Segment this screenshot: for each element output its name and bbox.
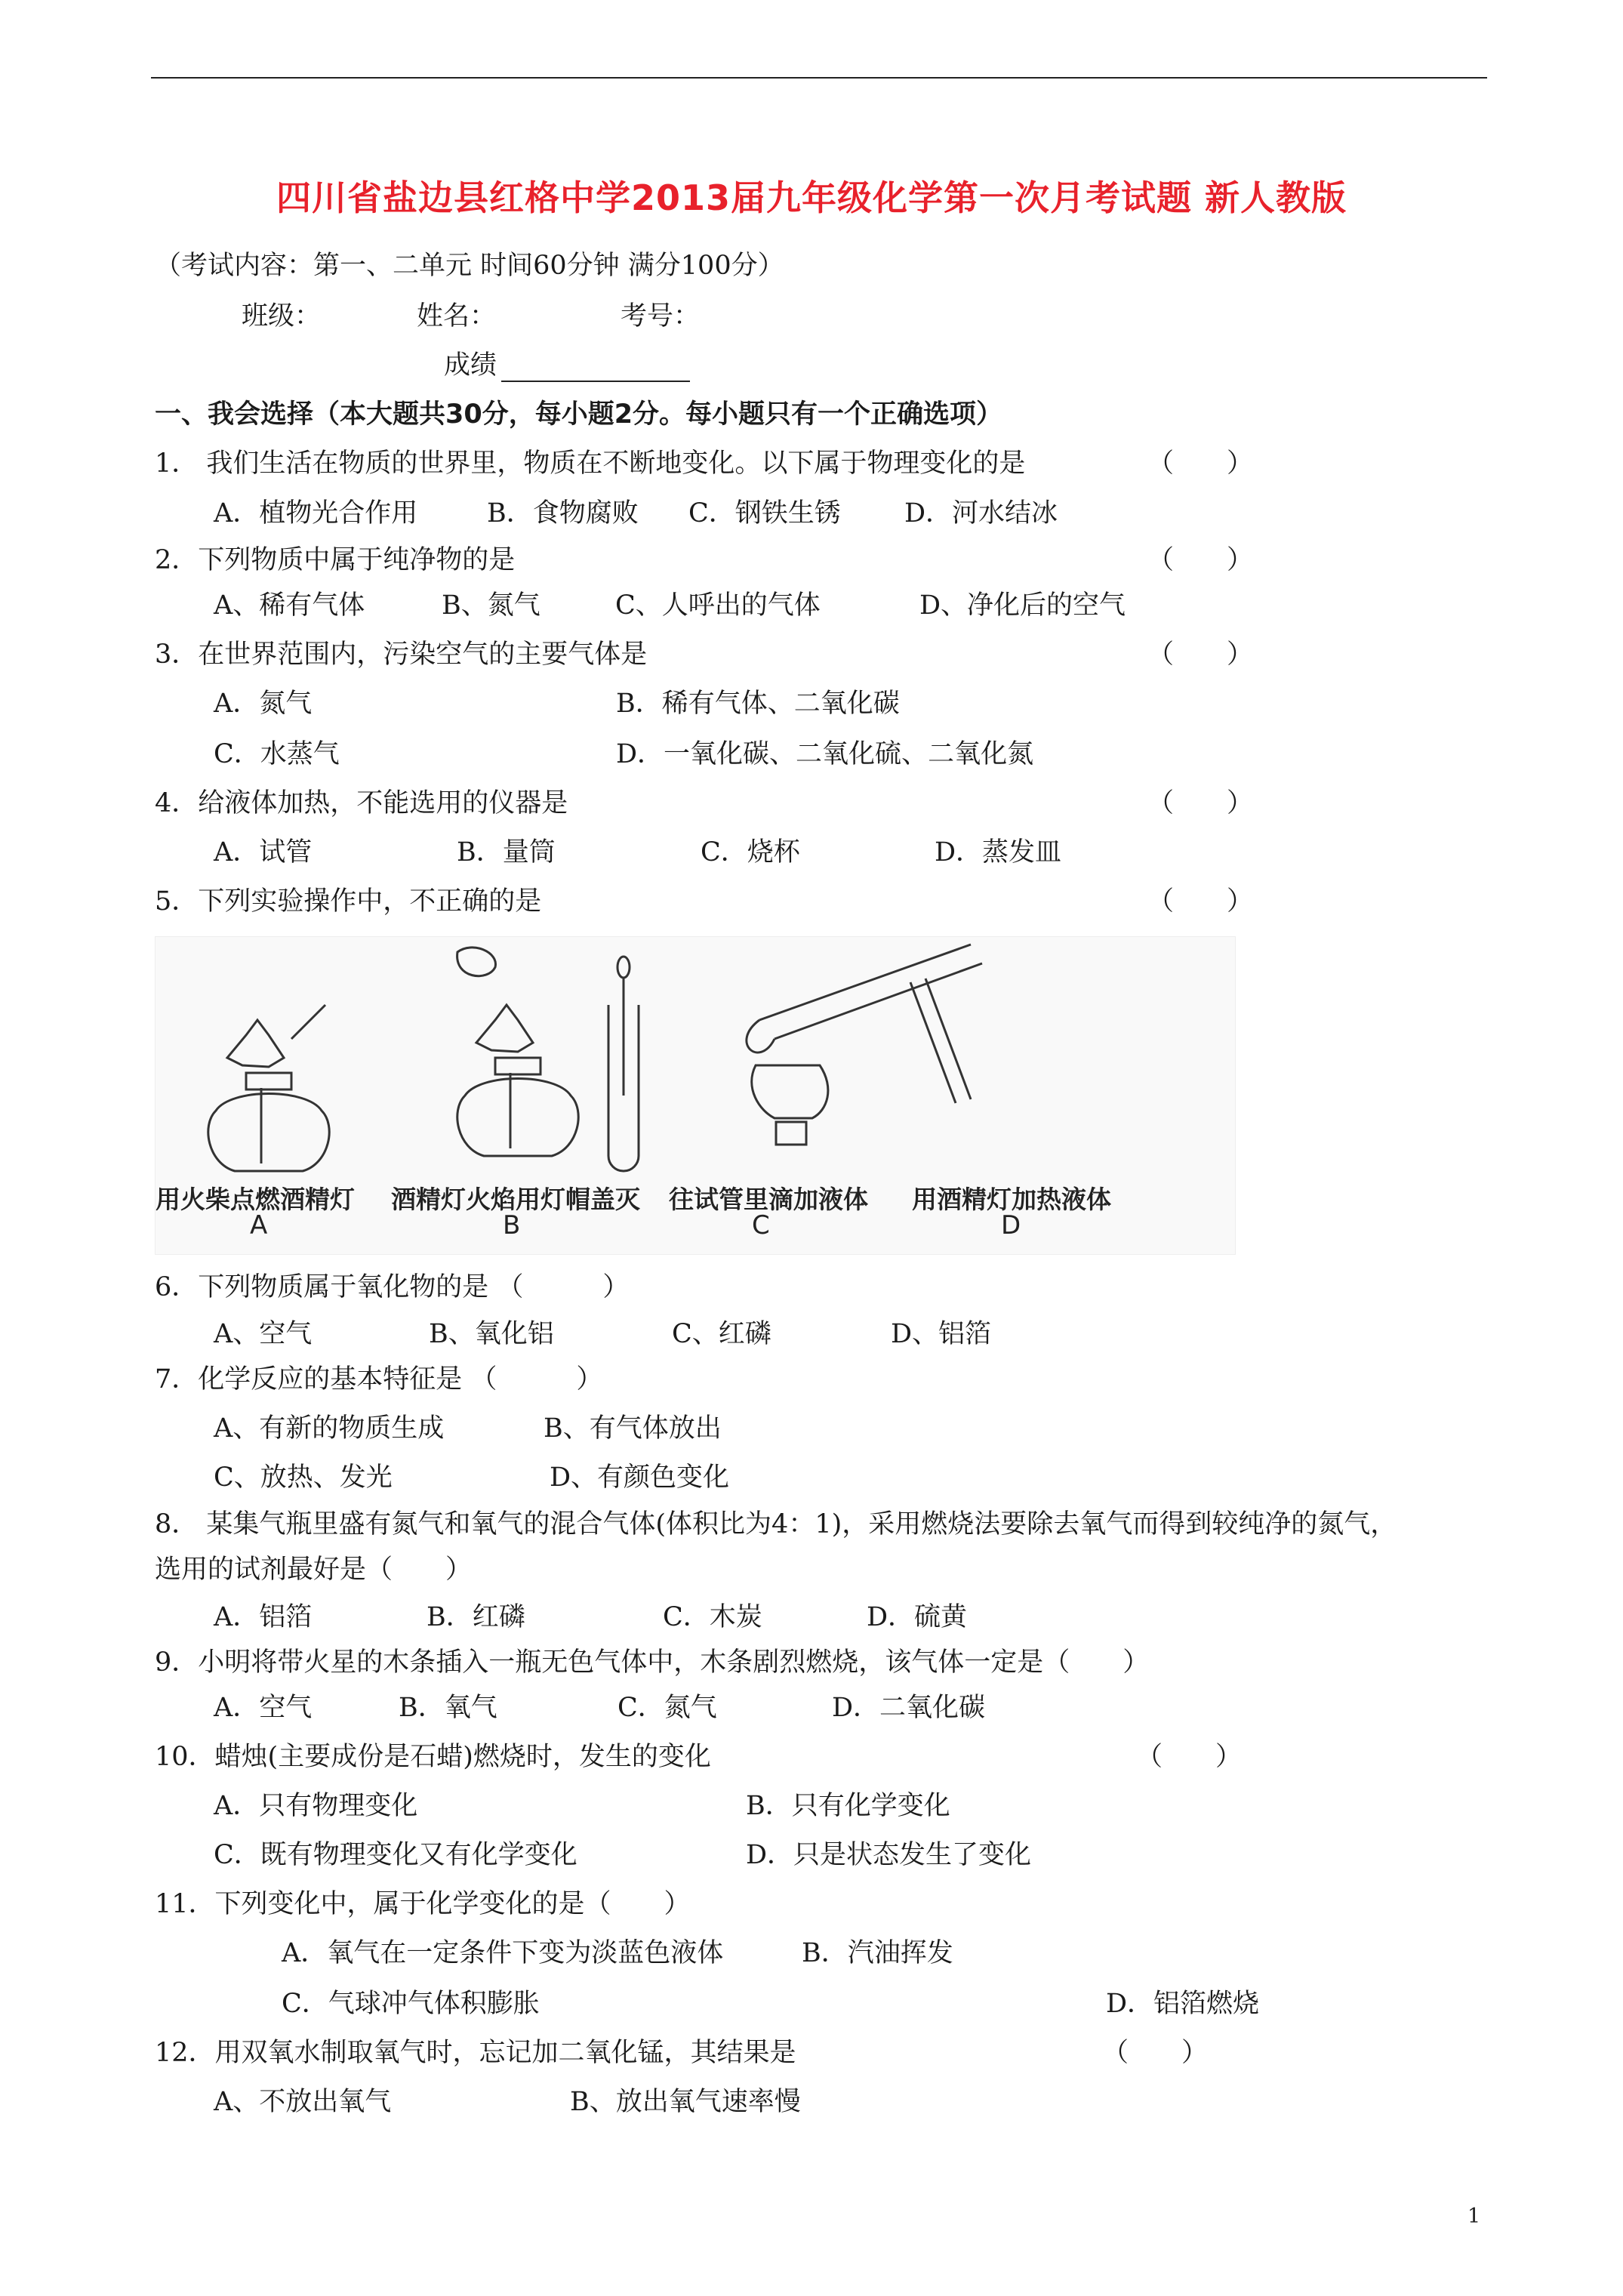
answer-paren: （ ） <box>1102 2038 1209 2068</box>
question-stem: 1． 我们生活在物质的世界里，物质在不断地变化。以下属于物理变化的是 <box>155 448 1026 479</box>
option: A．空气 <box>214 1693 313 1723</box>
option: C．气球冲气体积膨胀 <box>282 1989 540 2019</box>
score-label: 成绩 <box>444 350 497 381</box>
option: B、放出氧气速率慢 <box>570 2087 801 2117</box>
figure-caption-c: 往试管里滴加液体 <box>669 1185 868 1214</box>
option: A．氮气 <box>214 689 313 719</box>
option: D．二氧化碳 <box>832 1693 986 1723</box>
answer-paren: （ ） <box>1136 1742 1243 1772</box>
option: D．铝箔燃烧 <box>1106 1989 1260 2019</box>
page-number: 1 <box>1467 2205 1481 2228</box>
option: D．蒸发皿 <box>935 837 1062 868</box>
question-stem: 2．下列物质中属于纯净物的是 <box>155 545 516 575</box>
option: D．只是状态发生了变化 <box>746 1840 1032 1870</box>
option: A．氧气在一定条件下变为淡蓝色液体 <box>282 1938 724 1968</box>
option: B、氧化铝 <box>429 1319 554 1349</box>
option: D、铝箔 <box>891 1319 992 1349</box>
figure-caption-d: 用酒精灯加热液体 <box>912 1185 1111 1214</box>
answer-paren: （ ） <box>1147 886 1254 917</box>
option: B．汽油挥发 <box>802 1938 953 1968</box>
answer-paren: （ ） <box>1147 545 1254 575</box>
option: B．食物腐败 <box>487 498 639 529</box>
question-stem-continued: 选用的试剂最好是（ ） <box>155 1555 473 1585</box>
question-stem: 8． 某集气瓶里盛有氮气和氧气的混合气体(体积比为4：1)，采用燃烧法要除去氧气而得到较纯净的氮气， <box>155 1509 1397 1539</box>
answer-paren: （ ） <box>1147 788 1254 818</box>
option: C、红磷 <box>672 1319 771 1349</box>
question-stem: 10．蜡烛(主要成份是石蜡)燃烧时，发生的变化 <box>155 1742 711 1772</box>
question-stem: 11．下列变化中，属于化学变化的是（ ） <box>155 1889 691 1919</box>
score-blank <box>501 355 690 382</box>
figure-caption-a: 用火柴点燃酒精灯 <box>156 1185 355 1214</box>
option: B．稀有气体、二氧化碳 <box>616 689 900 719</box>
option: C．氮气 <box>617 1693 717 1723</box>
option: C．烧杯 <box>701 837 800 868</box>
alcohol-lamp-icon <box>208 1005 329 1171</box>
question-stem: 4．给液体加热，不能选用的仪器是 <box>155 788 568 818</box>
option: D．硫黄 <box>867 1602 968 1632</box>
heating-test-tube-icon <box>747 945 982 1145</box>
option: A、空气 <box>214 1319 313 1349</box>
option: B．量筒 <box>457 837 556 868</box>
question-stem: 3．在世界范围内，污染空气的主要气体是 <box>155 639 648 670</box>
option: D．河水结冰 <box>904 498 1058 529</box>
option: C．木炭 <box>663 1602 762 1632</box>
section-title: 一、我会选择（本大题共30分，每小题2分。每小题只有一个正确选项） <box>155 399 1003 430</box>
option: C．水蒸气 <box>214 739 340 769</box>
option: A、不放出氧气 <box>214 2087 392 2117</box>
option: B、氮气 <box>442 590 540 621</box>
option: C．既有物理变化又有化学变化 <box>214 1840 577 1870</box>
question-stem: 5．下列实验操作中，不正确的是 <box>155 886 542 917</box>
option: B、有气体放出 <box>544 1413 722 1444</box>
option: A、有新的物质生成 <box>214 1413 445 1444</box>
figure-letter-c: C <box>752 1210 770 1240</box>
option: B．只有化学变化 <box>746 1791 950 1821</box>
figure-caption-b: 酒精灯火焰用灯帽盖灭 <box>391 1185 640 1214</box>
class-label: 班级： <box>242 301 322 331</box>
option: A．铝箔 <box>214 1602 313 1632</box>
name-label: 姓名： <box>417 301 497 331</box>
figure-letter-a: A <box>250 1210 268 1240</box>
answer-paren: （ ） <box>1147 448 1254 479</box>
option: B．氧气 <box>399 1693 497 1723</box>
option: A．只有物理变化 <box>214 1791 418 1821</box>
score-field <box>444 349 690 382</box>
option: A．植物光合作用 <box>214 498 418 529</box>
option: B．红磷 <box>427 1602 525 1632</box>
exam-info: （考试内容：第一、二单元 时间60分钟 满分100分） <box>155 251 784 281</box>
exam-number-label: 考号： <box>621 301 701 331</box>
figure-letter-d: D <box>1001 1210 1021 1240</box>
option: D、净化后的空气 <box>919 590 1126 621</box>
option: A、稀有气体 <box>214 590 365 621</box>
question-stem: 9．小明将带火星的木条插入一瓶无色气体中，木条剧烈燃烧，该气体一定是（ ） <box>155 1647 1150 1678</box>
top-rule <box>151 77 1487 79</box>
figure-letter-b: B <box>503 1210 521 1240</box>
question-stem: 7．化学反应的基本特征是 （ ） <box>155 1364 603 1395</box>
option: D、有颜色变化 <box>550 1462 730 1493</box>
question-stem: 12．用双氧水制取氧气时，忘记加二氧化锰，其结果是 <box>155 2038 796 2068</box>
option: A．试管 <box>214 837 313 868</box>
option: D．一氧化碳、二氧化硫、二氧化氮 <box>616 739 1034 769</box>
lamp-cap-icon <box>457 948 579 1156</box>
option: C．钢铁生锈 <box>688 498 841 529</box>
answer-paren: （ ） <box>1147 639 1254 670</box>
document-title: 四川省盐边县红格中学2013届九年级化学第一次月考试题 新人教版 <box>276 177 1347 218</box>
lab-operations-figure <box>155 936 1236 1255</box>
option: C、放热、发光 <box>214 1462 393 1493</box>
dropper-test-tube-icon <box>608 957 639 1171</box>
question-stem: 6．下列物质属于氧化物的是 （ ） <box>155 1272 630 1302</box>
option: C、人呼出的气体 <box>615 590 821 621</box>
